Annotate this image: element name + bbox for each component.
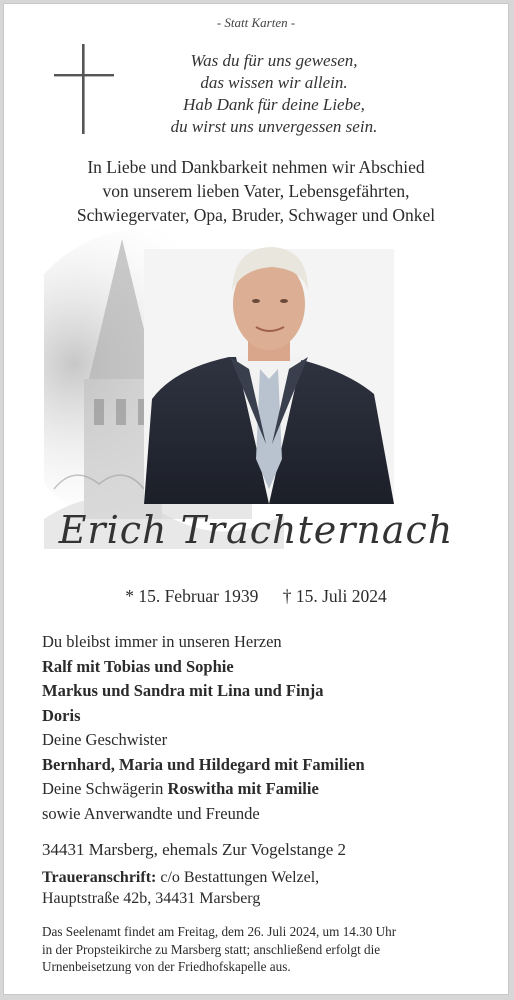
- survivor-line: Bernhard, Maria und Hildegard mit Familien: [42, 754, 365, 774]
- sister-in-law-name: Roswitha mit Familie: [167, 779, 319, 798]
- survivor-line: Markus und Sandra mit Lina und Finja: [42, 681, 324, 700]
- death-date: † 15. Juli 2024: [282, 586, 387, 606]
- notice-line: in der Propsteikirche zu Marsberg statt; anschließend erfolgt die: [42, 941, 381, 957]
- verse-line: du wirst uns unvergessen sein.: [170, 117, 378, 136]
- survivor-line: sowie Anverwandte und Freunde: [42, 803, 260, 823]
- farewell-intro: [4, 155, 508, 227]
- survivor-line: [42, 777, 482, 802]
- former-address: 34431 Marsberg, ehemals Zur Vogelstange 2: [42, 840, 347, 859]
- verse-line: Was du für uns gewesen,: [190, 51, 358, 70]
- birth-date: * 15. Februar 1939: [125, 586, 259, 606]
- mourning-address-label: Traueranschrift:: [42, 869, 157, 886]
- statt-karten-note: - Statt Karten -: [216, 15, 296, 30]
- motto-line: Du bleibst immer in unseren Herzen: [42, 632, 282, 651]
- survivor-line: Deine Geschwister: [42, 730, 168, 749]
- life-dates: [4, 586, 508, 607]
- obituary-card: [3, 3, 509, 995]
- memorial-verse: [124, 50, 424, 138]
- mourning-address-line: c/o Bestattungen Welzel,: [156, 869, 320, 886]
- deceased-name: Erich Trachternach: [58, 508, 454, 552]
- verse-line: das wissen wir allein.: [200, 73, 348, 92]
- notice-line: Urnenbeisetzung von der Friedhofskapelle aus.: [42, 959, 291, 974]
- verse-line: Hab Dank für deine Liebe,: [183, 95, 365, 114]
- intro-line: Schwiegervater, Opa, Bruder, Schwager und Onkel: [76, 205, 436, 225]
- portrait-with-church-sketch: [44, 229, 464, 549]
- mourning-address: [42, 867, 319, 909]
- sister-in-law-label: Deine Schwägerin: [42, 779, 168, 798]
- intro-line: von unserem lieben Vater, Lebensgefährten,: [102, 181, 410, 201]
- cross-icon: [54, 44, 114, 136]
- portrait-photo: [144, 247, 394, 504]
- intro-line: In Liebe und Dankbarkeit nehmen wir Abschied: [87, 157, 425, 177]
- service-notice: [42, 923, 492, 976]
- survivors-list: [42, 630, 482, 826]
- notice-line: Das Seelenamt findet am Freitag, dem 26. Juli 2024, um 14.30 Uhr: [42, 924, 397, 939]
- survivor-line: Ralf mit Tobias und Sophie: [42, 656, 234, 676]
- mourning-address-line: Hauptstraße 42b, 34431 Marsberg: [42, 890, 261, 907]
- survivor-line: Doris: [42, 705, 81, 725]
